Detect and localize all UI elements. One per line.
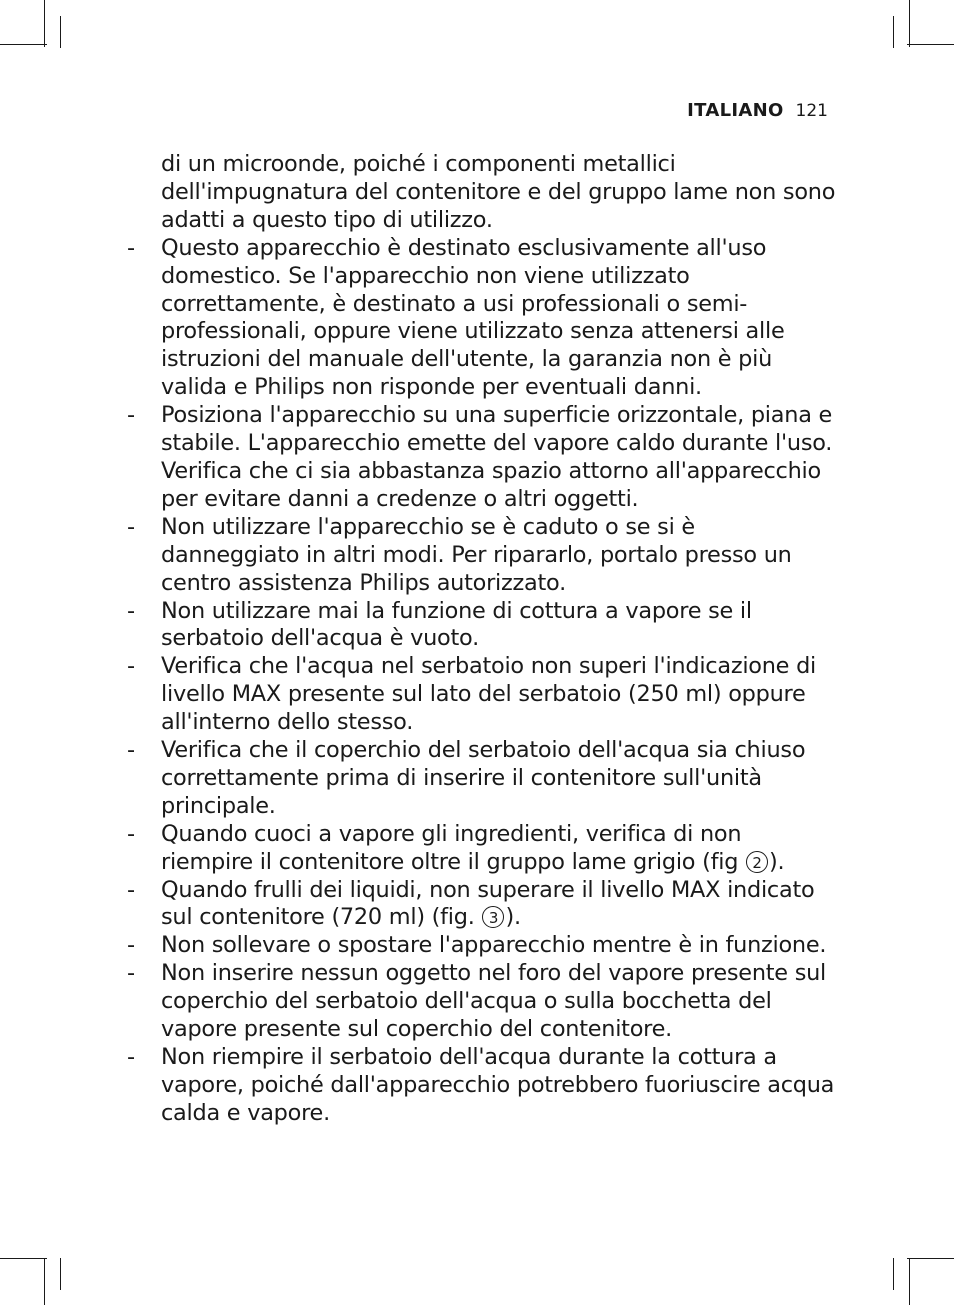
crop-mark	[907, 1258, 954, 1259]
crop-mark	[893, 1258, 894, 1290]
list-item-text: Quando cuoci a vapore gli ingredienti, verifica di non riempire il contenitore oltre il gruppo lame grigio (fig	[161, 820, 746, 875]
list-item-text: Quando frulli dei liquidi, non superare il livello MAX indicato sul contenitore (720 ml) (fig.	[161, 876, 815, 931]
list-item	[124, 598, 836, 654]
main-content	[124, 151, 836, 1128]
bullet-dash: -	[127, 402, 135, 429]
crop-mark	[60, 1258, 61, 1290]
crop-mark	[907, 44, 954, 45]
continuation-paragraph	[124, 151, 836, 235]
list-item	[124, 737, 836, 821]
list-item	[124, 235, 836, 402]
list-item-text: Non riempire il serbatoio dell'acqua durante la cottura a vapore, poiché dall'apparecchio potrebbero fuoriuscire acqua calda e vapore.	[161, 1044, 835, 1126]
list-item	[124, 514, 836, 598]
bullet-dash: -	[127, 1044, 135, 1070]
list-item-text: ).	[769, 848, 785, 875]
crop-mark	[0, 1258, 47, 1259]
page-header	[687, 98, 828, 124]
list-item-text: Non utilizzare l'apparecchio se è caduto o se si è danneggiato in altri modi. Per ripararlo, portalo presso un centro assistenza Philips autorizzato.	[161, 513, 792, 596]
list-item-text: Posiziona l'apparecchio su una superficie orizzontale, piana e stabile. L'apparecchio emette del vapore caldo durante l'uso. Verifica che ci sia abbastanza spazio attorno all'apparecchio per evitare danni a credenze o altri oggetti.	[161, 402, 833, 512]
list-item	[124, 402, 836, 514]
crop-mark	[0, 44, 47, 45]
crop-mark	[893, 16, 894, 48]
crop-mark	[60, 16, 61, 48]
list-item-text: Verifica che il coperchio del serbatoio dell'acqua sia chiuso correttamente prima di inserire il contenitore sull'unità principale.	[161, 737, 806, 819]
bullet-dash: -	[127, 932, 135, 959]
list-item	[124, 821, 836, 877]
list-item	[124, 960, 836, 1044]
bullet-list	[124, 235, 836, 1128]
figure-number-circle: 3	[482, 906, 504, 928]
page-number: 121	[795, 101, 828, 121]
list-item-text: Non sollevare o spostare l'apparecchio mentre è in funzione.	[161, 932, 827, 959]
bullet-dash: -	[127, 876, 135, 903]
list-item	[124, 1044, 836, 1128]
list-item-text: ).	[505, 904, 521, 931]
list-item-text: Verifica che l'acqua nel serbatoio non superi l'indicazione di livello MAX presente sul lato del serbatoio (250 ml) oppure all'interno dello stesso.	[161, 653, 817, 736]
list-item	[124, 653, 836, 737]
list-item-text: Questo apparecchio è destinato esclusivamente all'uso domestico. Se l'apparecchio non viene utilizzato correttamente, è destinato a usi professionali o semi-professionali, oppure viene utilizzato senza attenersi alle istruzioni del manuale dell'utente, la garanzia non è più valida e Philips non risponde per eventuali danni.	[161, 234, 785, 401]
list-item-text: Non inserire nessun oggetto nel foro del vapore presente sul coperchio del serbatoio dell'acqua o sulla bocchetta del vapore presente sul coperchio del contenitore.	[161, 960, 827, 1043]
bullet-dash: -	[127, 960, 135, 987]
crop-mark	[44, 0, 45, 47]
bullet-dash: -	[127, 820, 135, 847]
bullet-dash: -	[127, 234, 135, 261]
bullet-dash: -	[127, 653, 135, 680]
list-item	[124, 877, 836, 933]
list-item	[124, 932, 836, 960]
crop-mark	[44, 1258, 45, 1305]
language-label: ITALIANO	[687, 100, 784, 121]
bullet-dash: -	[127, 597, 135, 624]
crop-mark	[909, 1258, 910, 1305]
bullet-dash: -	[127, 513, 135, 540]
list-item-text: Non utilizzare mai la funzione di cottura a vapore se il serbatoio dell'acqua è vuoto.	[161, 597, 752, 652]
paragraph-text: di un microonde, poiché i componenti metallici dell'impugnatura del contenitore e del gruppo lame non sono adatti a questo tipo di utilizzo.	[161, 151, 836, 233]
crop-mark	[909, 0, 910, 47]
bullet-dash: -	[127, 737, 135, 764]
figure-number-circle: 2	[746, 851, 768, 873]
